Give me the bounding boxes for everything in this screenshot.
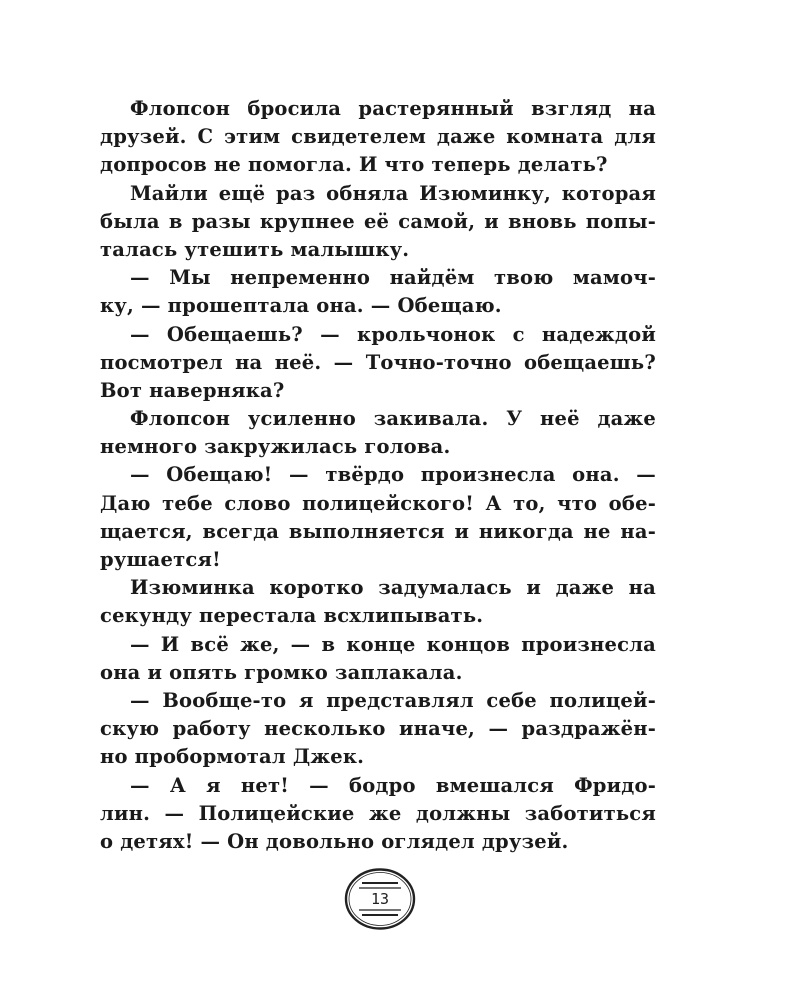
- text-line: секунду перестала всхлипывать.: [100, 604, 484, 628]
- text-line: — Обещаешь? — крольчонок с надеждой: [130, 322, 656, 346]
- text-line: — Мы непременно найдём твою мамоч-: [130, 266, 656, 290]
- text-line: она и опять громко заплакала.: [100, 660, 463, 684]
- page-number-badge: [343, 867, 417, 931]
- text-line: посмотрел на неё. — Точно-точно обещаешь?: [100, 350, 656, 374]
- text-line: допросов не помогла. И что теперь делать?: [100, 153, 608, 177]
- page-body: [100, 95, 656, 856]
- text-line: скую работу несколько иначе, — раздражён-: [100, 717, 656, 741]
- text-line: — Обещаю! — твёрдо произнесла она. —: [130, 463, 656, 487]
- text-line: ку, — прошептала она. — Обещаю.: [100, 294, 502, 318]
- text-line: — Вообще-то я представлял себе полицей-: [130, 688, 656, 712]
- text-line: немного закружилась голова.: [100, 435, 451, 459]
- text-line: щается, всегда выполняется и никогда не на-: [100, 519, 656, 543]
- text-line: Изюминка коротко задумалась и даже на: [130, 576, 656, 600]
- text-line: лин. — Полицейские же должны заботиться: [100, 801, 656, 825]
- text-line: была в разы крупнее её самой, и вновь попы-: [100, 209, 656, 233]
- text-line: — И всё же, — в конце концов произнесла: [130, 632, 656, 656]
- text-line: Майли ещё раз обняла Изюминку, которая: [130, 181, 656, 205]
- text-line: друзей. С этим свидетелем даже комната для: [100, 125, 656, 149]
- text-line: Флопсон усиленно закивала. У неё даже: [130, 407, 656, 431]
- text-line: рушается!: [100, 548, 221, 571]
- text-line: Даю тебе слово полицейского! А то, что обе-: [100, 491, 656, 515]
- text-line: — А я нет! — бодро вмешался Фридо-: [130, 773, 656, 797]
- text-line: Вот наверняка?: [100, 378, 285, 402]
- text-line: но пробормотал Джек.: [100, 745, 365, 769]
- text-line: о детях! — Он довольно оглядел друзей.: [100, 829, 569, 853]
- page-number: 13: [370, 890, 390, 908]
- text-line: Флопсон бросила растерянный взгляд на: [130, 97, 656, 120]
- text-line: талась утешить малышку.: [100, 237, 410, 261]
